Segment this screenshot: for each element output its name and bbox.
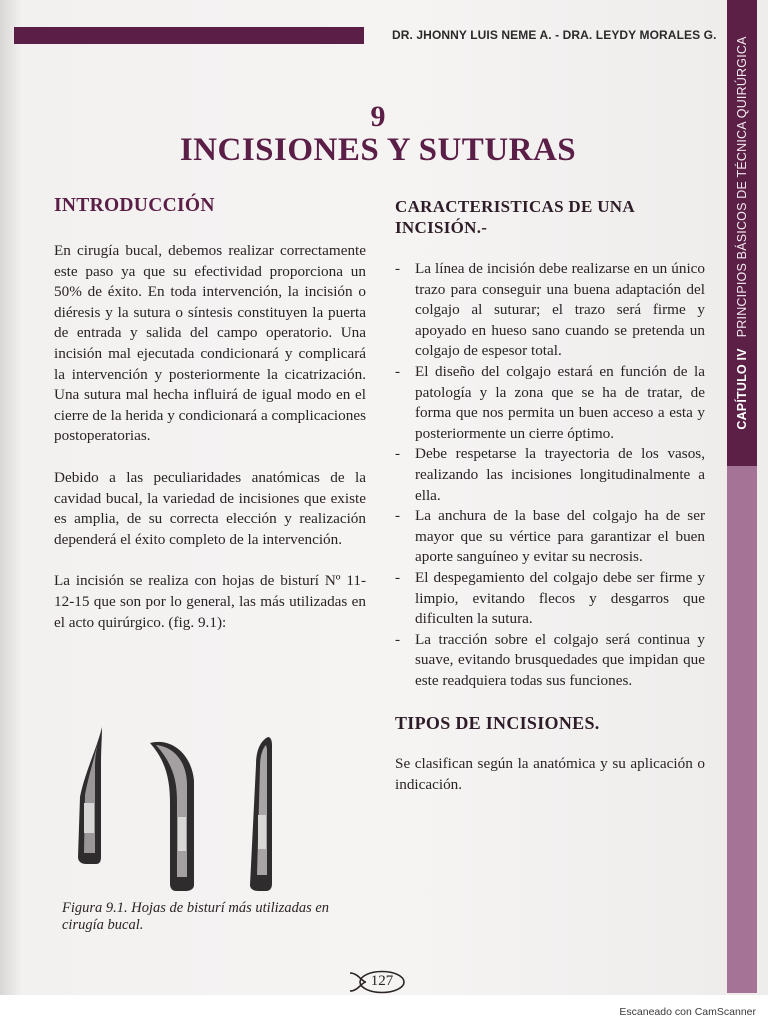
intro-paragraph-2: Debido a las peculiaridades anatómicas de la cavidad bucal, la variedad de incisiones que existe es amplia, de su correcta elección y realización dependerá el éxito completo de la intervención. — [54, 468, 366, 548]
types-text: Se clasifican según la anatómica y su aplicación o indicación. — [395, 755, 705, 794]
list-item: - La tracción sobre el colgajo será continua y suave, evitando brusquedades que impidan que este readquiera todas sus funciones. — [395, 630, 705, 689]
intro-heading: INTRODUCCIÓN — [54, 195, 215, 216]
page-number: 127 — [370, 973, 394, 989]
left-column — [54, 195, 366, 633]
list-item: - El diseño del colgajo estará en función de la patología y la zona que se ha de tratar, de forma que nos permita un buen acceso a esta y posteriormente un cierre óptimo. — [395, 362, 705, 442]
chapter-number: 9 — [370, 100, 386, 133]
chapter-title: INCISIONES Y SUTURAS — [179, 132, 577, 168]
scalpel-blades-figure — [70, 725, 290, 895]
intro-paragraph-1: En cirugía bucal, debemos realizar correctamente este paso ya que su efectividad proporciona un 50% de éxito. En toda intervención, la incisión o diéresis y la sutura o síntesis constituyen la puerta de entrada y salida del campo operatorio. Una incisión mal ejecutada condicionará y complicará la intervención y posteriormente la cicatrización. Una sutura mal hecha influirá de igual modo en el cierre de la herida y condicionará a complicaciones postoperatorias. — [54, 242, 366, 445]
scalpel-blade-15-icon — [250, 737, 272, 891]
figure-caption: Figura 9.1. Hojas de bisturí más utilizadas en cirugía bucal. — [62, 900, 330, 933]
right-column — [395, 196, 705, 796]
scalpel-blade-11-icon — [78, 727, 102, 864]
header-authors: DR. JHONNY LUIS NEME A. - DRA. LEYDY MORALES G. — [392, 28, 717, 42]
list-item: - El despegamiento del colgajo debe ser firme y limpio, evitando flecos y desgarros que dificulten la sutura. — [395, 568, 705, 628]
header-bar — [14, 27, 364, 44]
side-tab-chapter-title: PRINCIPIOS BÁSICOS DE TÉCNICA QUIRÚRGICA — [735, 36, 749, 338]
list-item: - La línea de incisión debe realizarse en un único trazo para conseguir una buena adaptación del colgajo al suturar; el trazo será firme y apoyado en hueso sano cuando se pretenda un colgajo de espesor total. — [395, 260, 705, 360]
intro-paragraph-3: La incisión se realiza con hojas de bisturí Nº 11-12-15 que son por lo general, las más utilizadas en el acto quirúrgico. (fig. 9.1): — [54, 572, 366, 631]
characteristics-heading: CARACTERISTICAS DE UNA INCISIÓN.- — [395, 197, 634, 237]
side-tab-chapter-label: CAPÍTULO IV — [735, 348, 749, 430]
list-item: - La anchura de la base del colgajo ha de ser mayor que su vértice para garantizar el buen aporte sanguíneo y evitar su necrosis. — [395, 507, 705, 566]
characteristics-list — [395, 259, 705, 691]
list-item: - Debe respetarse la trayectoria de los vasos, realizando las incisiones longitudinalmente a ella. — [395, 445, 705, 504]
scanner-watermark: Escaneado con CamScanner — [619, 1006, 756, 1018]
side-tab-lower — [727, 466, 757, 993]
scalpel-blade-12-icon — [150, 742, 194, 891]
types-heading: TIPOS DE INCISIONES. — [395, 713, 600, 734]
